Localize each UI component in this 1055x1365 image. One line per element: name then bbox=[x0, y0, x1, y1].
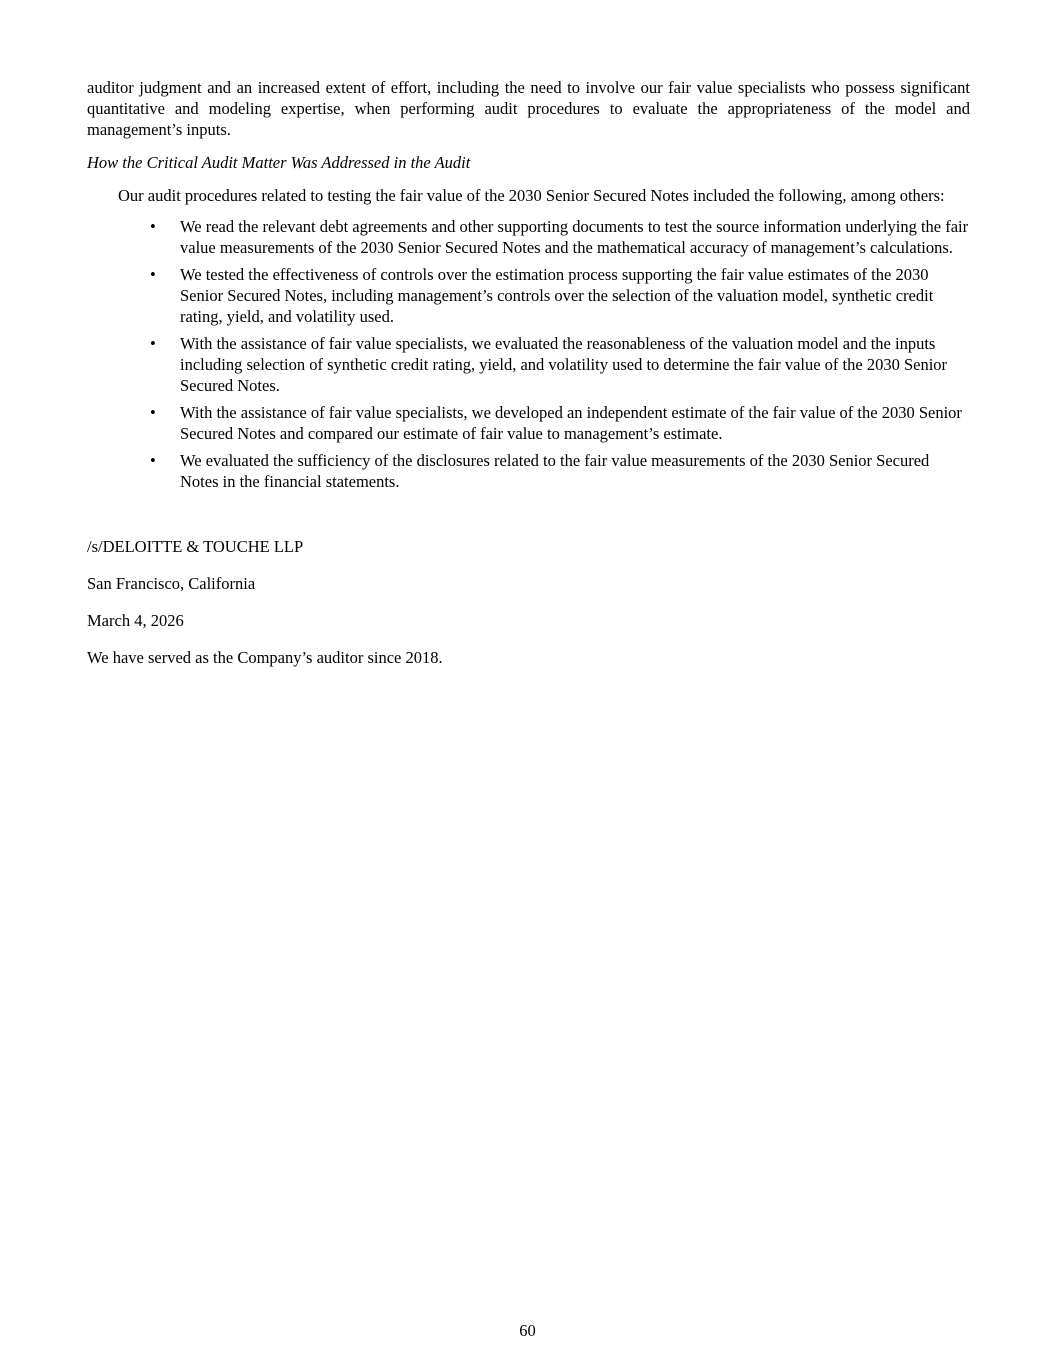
bullet-icon: • bbox=[150, 451, 156, 470]
intro-paragraph: auditor judgment and an increased extent of effort, including the need to involve our fair value specialists who possess significant quantitative and modeling expertise, when performing audit procedures to evaluate the appropriateness of the model and management’s inputs. bbox=[87, 78, 970, 139]
auditor-tenure: We have served as the Company’s auditor since 2018. bbox=[87, 648, 443, 667]
list-item bbox=[87, 216, 970, 258]
bullet-icon: • bbox=[150, 217, 156, 236]
bullet-icon: • bbox=[150, 334, 156, 353]
bullet-text: We tested the effectiveness of controls over the estimation process supporting the fair value estimates of the 2030 Senior Secured Notes, including management’s controls over the selection of the valuation model, synthetic credit rating, yield, and volatility used. bbox=[180, 265, 934, 326]
auditor-signature: /s/DELOITTE & TOUCHE LLP bbox=[87, 537, 304, 556]
bullet-text: With the assistance of fair value specialists, we developed an independent estimate of the fair value of the 2030 Senior Secured Notes and compared our estimate of fair value to management’s estimate. bbox=[180, 403, 962, 443]
signature-location: San Francisco, California bbox=[87, 574, 256, 593]
procedures-paragraph: Our audit procedures related to testing the fair value of the 2030 Senior Secured Notes included the following, among others: bbox=[118, 186, 945, 205]
bullet-text: With the assistance of fair value specialists, we evaluated the reasonableness of the valuation model and the inputs including selection of synthetic credit rating, yield, and volatility used to determine the fair value of the 2030 Senior Secured Notes. bbox=[180, 334, 948, 395]
list-item bbox=[87, 333, 970, 396]
signature-block bbox=[87, 536, 970, 668]
list-item bbox=[87, 450, 970, 492]
bullet-icon: • bbox=[150, 403, 156, 422]
list-item bbox=[87, 402, 970, 444]
bullet-text: We read the relevant debt agreements and other supporting documents to test the source information underlying the fair value measurements of the 2030 Senior Secured Notes and the mathematical accuracy of management’s calculations. bbox=[180, 217, 969, 257]
bullet-text: We evaluated the sufficiency of the disclosures related to the fair value measurements of the 2030 Senior Secured Notes in the financial statements. bbox=[180, 451, 930, 491]
page-content bbox=[87, 77, 970, 684]
bullet-icon: • bbox=[150, 265, 156, 284]
procedures-list bbox=[87, 216, 970, 492]
page-number: 60 bbox=[519, 1321, 536, 1340]
signature-date: March 4, 2026 bbox=[87, 611, 184, 630]
section-heading: How the Critical Audit Matter Was Addressed in the Audit bbox=[87, 153, 471, 172]
list-item bbox=[87, 264, 970, 327]
